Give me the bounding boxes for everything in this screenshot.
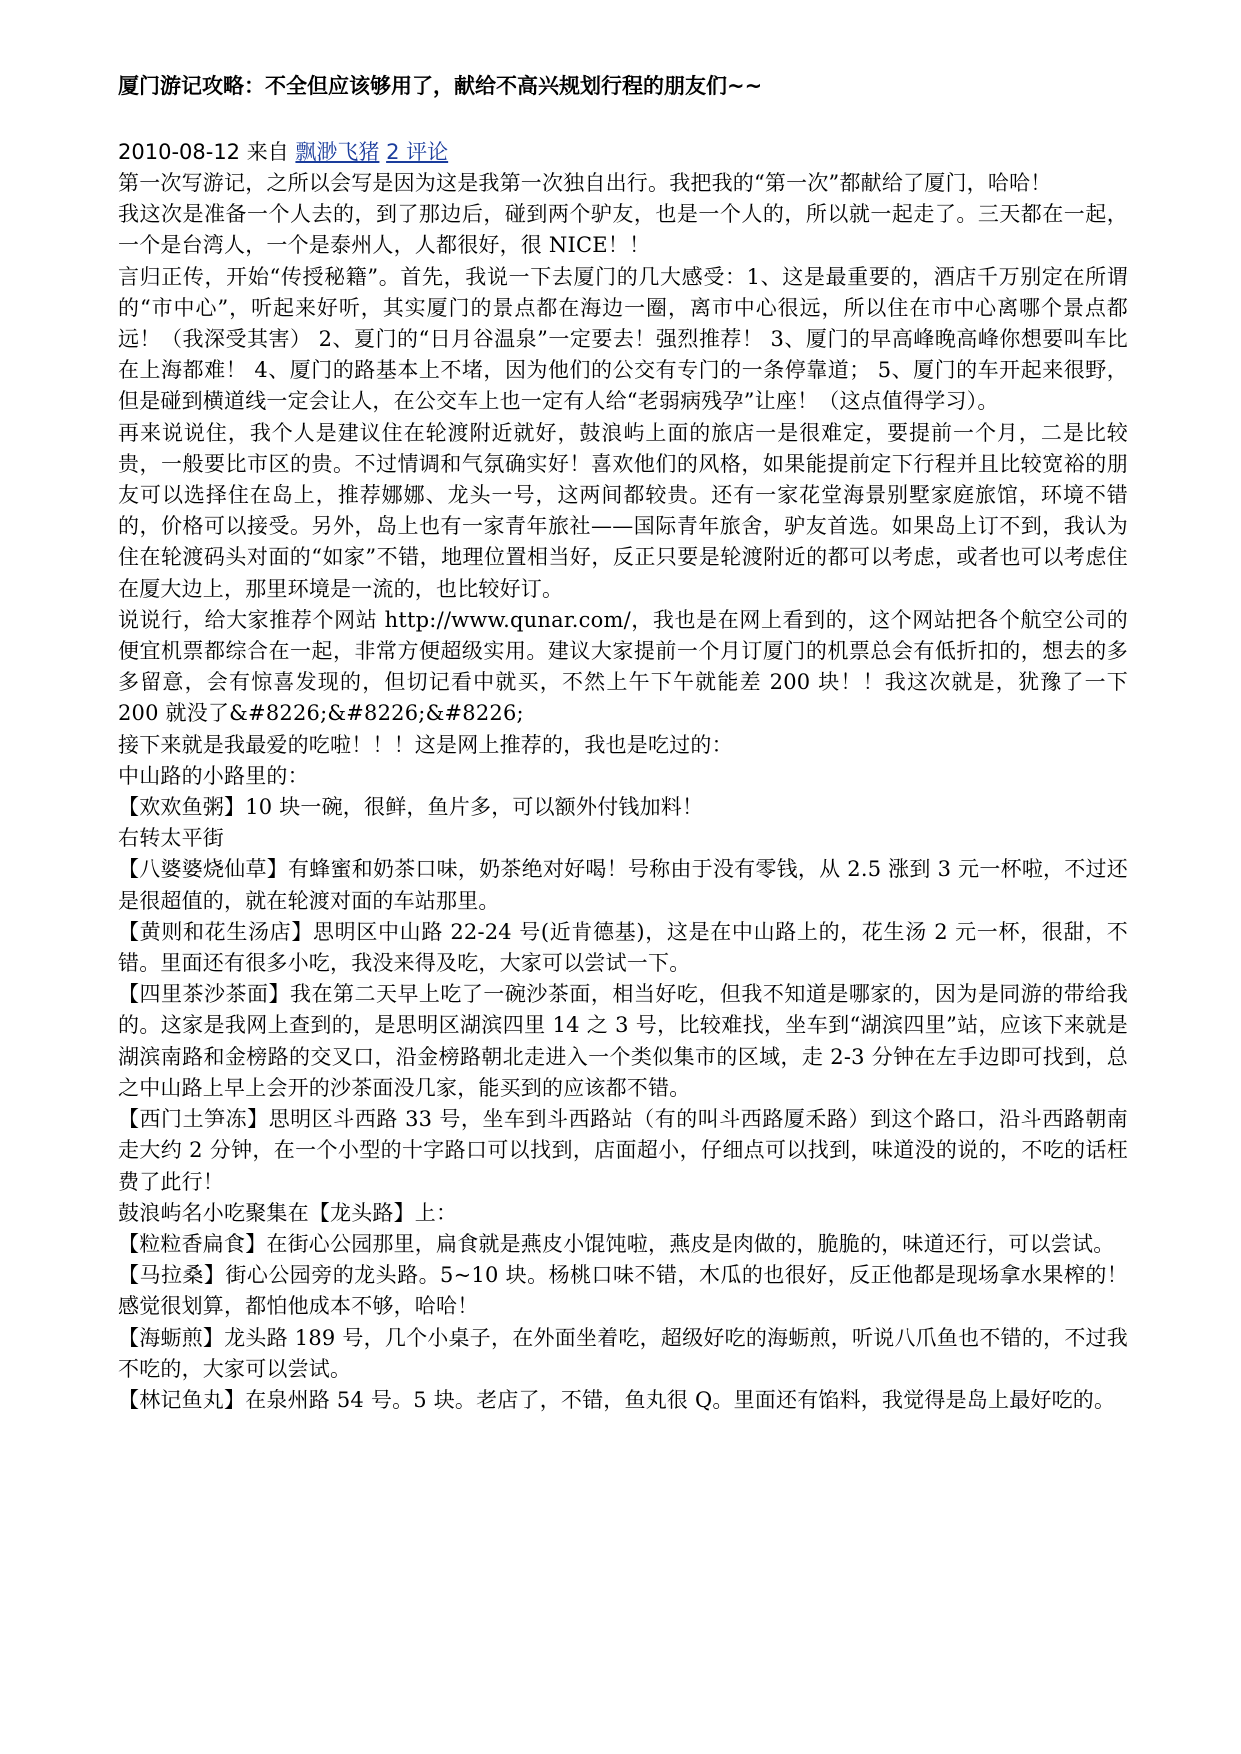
paragraph: 右转太平街 [118,826,224,851]
post-meta [118,136,1128,168]
article-body [118,168,1128,1416]
paragraph: 鼓浪屿名小吃聚集在【龙头路】上： [118,1200,458,1225]
paragraph: 说说行，给大家推荐个网站 http://www.qunar.com/，我也是在网上看到的，这个网站把各个航空公司的便宜机票都综合在一起，非常方便超级实用。建议大家提前一个月订厦门的机票总会有低折扣的，想去的多多留意，会有惊喜发现的，但切记看中就买，不然上午下午就能差 200 块！！我这次就是，犹豫了一下 200 就没了&#8226;&#8226;&#8226; [118,607,1128,726]
paragraph: 言归正传，开始“传授秘籍”。首先，我说一下去厦门的几大感受：1、这是最重要的，酒店千万别定在所谓的“市中心”，听起来好听，其实厦门的景点都在海边一圈，离市中心很远，所以住在市中心离哪个景点都远！（我深受其害） 2、夏门的“日月谷温泉”一定要去！强烈推荐！ 3、厦门的早高峰晚高峰你想要叫车比在上海都难！ 4、厦门的路基本上不堵，因为他们的公交有专门的一条停靠道； 5、厦门的车开起来很野，但是碰到横道线一定会让人，在公交车上也一定有人给“老弱病残孕”让座！（这点值得学习）。 [118,264,1128,414]
paragraph: 【粒粒香扁食】在街心公园那里，扁食就是燕皮小馄饨啦，燕皮是肉做的，脆脆的，味道还行，可以尝试。 [118,1231,1115,1256]
paragraph: 我这次是准备一个人去的，到了那边后，碰到两个驴友，也是一个人的，所以就一起走了。三天都在一起，一个是台湾人，一个是泰州人，人都很好，很 NICE！！ [118,202,1128,258]
paragraph: 第一次写游记，之所以会写是因为这是我第一次独自出行。我把我的“第一次”都献给了厦门，哈哈！ [118,171,1052,195]
from-label: 来自 [246,140,289,164]
post-date: 2010-08-12 [118,140,241,164]
comments-link[interactable]: 2 评论 [386,140,449,164]
paragraph: 【海蛎煎】龙头路 189 号，几个小桌子，在外面坐着吃，超级好吃的海蛎煎，听说八爪鱼也不错的，不过我不吃的，大家可以尝试。 [118,1325,1128,1381]
paragraph: 【欢欢鱼粥】10 块一碗，很鲜，鱼片多，可以额外付钱加料！ [118,795,704,820]
paragraph: 中山路的小路里的： [118,763,309,788]
paragraph: 接下来就是我最爱的吃啦！！！这是网上推荐的，我也是吃过的： [118,732,733,757]
paragraph: 【八婆婆烧仙草】有蜂蜜和奶茶口味，奶茶绝对好喝！号称由于没有零钱，从 2.5 涨到 3 元一杯啦，不过还是很超值的，就在轮渡对面的车站那里。 [118,857,1128,913]
paragraph: 【黄则和花生汤店】思明区中山路 22-24 号(近肯德基)，这是在中山路上的，花生汤 2 元一杯，很甜，不错。里面还有很多小吃，我没来得及吃，大家可以尝试一下。 [118,919,1128,976]
paragraph: 【林记鱼丸】在泉州路 54 号。5 块。老店了，不错，鱼丸很 Q。里面还有馅料，我觉得是岛上最好吃的。 [118,1387,1116,1412]
page-title: 厦门游记攻略：不全但应该够用了，献给不高兴规划行程的朋友们~~ [118,74,763,98]
author-link[interactable]: 飘渺飞猪 [295,140,380,164]
paragraph: 【西门土笋冻】思明区斗西路 33 号，坐车到斗西路站（有的叫斗西路厦禾路）到这个路口，沿斗西路朝南走大约 2 分钟，在一个小型的十字路口可以找到，店面超小，仔细点可以找到，味道没的说的，不吃的话枉费了此行！ [118,1107,1128,1194]
paragraph: 【四里茶沙茶面】我在第二天早上吃了一碗沙茶面，相当好吃，但我不知道是哪家的，因为是同游的带给我的。这家是我网上查到的，是思明区湖滨四里 14 之 3 号，比较难找，坐车到“湖滨四里”站，应该下来就是湖滨南路和金榜路的交叉口，沿金榜路朝北走进入一个类似集市的区域，走 2-3 分钟在左手边即可找到，总之中山路上早上会开的沙茶面没几家，能买到的应该都不错。 [118,982,1128,1100]
paragraph: 【马拉桑】街心公园旁的龙头路。5~10 块。杨桃口味不错，木瓜的也很好，反正他都是现场拿水果榨的！感觉很划算，都怕他成本不够，哈哈！ [118,1263,1128,1319]
document-page [118,70,1128,1416]
paragraph: 再来说说住，我个人是建议住在轮渡附近就好，鼓浪屿上面的旅店一是很难定，要提前一个月，二是比较贵，一般要比市区的贵。不过情调和气氛确实好！喜欢他们的风格，如果能提前定下行程并且比较宽裕的朋友可以选择住在岛上，推荐娜娜、龙头一号，这两间都较贵。还有一家花堂海景别墅家庭旅馆，环境不错的，价格可以接受。另外，岛上也有一家青年旅社——国际青年旅舍，驴友首选。如果岛上订不到，我认为住在轮渡码头对面的“如家”不错，地理位置相当好，反正只要是轮渡附近的都可以考虑，或者也可以考虑住在厦大边上，那里环境是一流的，也比较好订。 [118,420,1128,601]
